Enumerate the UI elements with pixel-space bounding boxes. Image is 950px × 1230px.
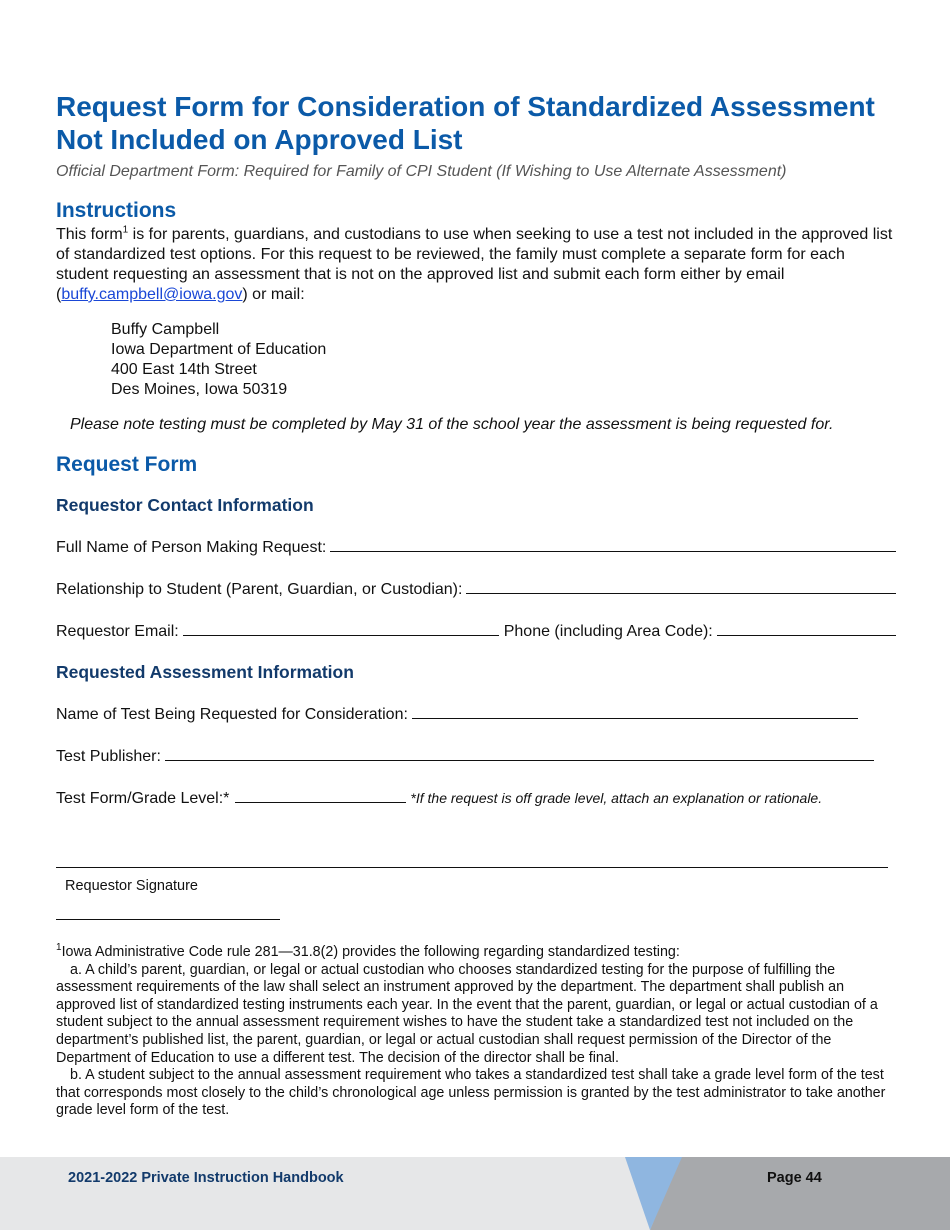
relationship-row xyxy=(56,578,896,600)
grade-level-row xyxy=(56,787,896,809)
document-body xyxy=(56,90,896,809)
publisher-label: Test Publisher: xyxy=(56,748,161,765)
address-line: Iowa Department of Education xyxy=(111,341,327,358)
test-name-row xyxy=(56,703,896,725)
footnote-mark: 1 xyxy=(56,942,62,954)
publisher-row xyxy=(56,745,896,767)
instructions-text-start: This form xyxy=(56,226,123,243)
test-name-label: Name of Test Being Requested for Consideration: xyxy=(56,706,408,723)
address-line: 400 East 14th Street xyxy=(111,361,257,378)
footnote-item-b: b. A student subject to the annual assessment requirement who takes a standardized test shall take a grade level form of the test that corresponds most closely to the child’s chronological age unless permission is granted by the test administrator to take another grade level form of the test. xyxy=(56,1067,886,1119)
footer-gray-panel xyxy=(650,1157,950,1230)
address-line: Des Moines, Iowa 50319 xyxy=(111,381,288,398)
email-label: Requestor Email: xyxy=(56,623,179,640)
phone-label: Phone (including Area Code): xyxy=(503,623,713,640)
email-phone-row xyxy=(56,620,896,642)
footer-handbook-title: 2021-2022 Private Instruction Handbook xyxy=(68,1170,344,1186)
email-field[interactable] xyxy=(183,620,499,636)
footnote xyxy=(56,944,894,1120)
signature-line[interactable] xyxy=(56,867,888,868)
test-name-field[interactable] xyxy=(412,703,858,719)
contact-info-heading: Requestor Contact Information xyxy=(56,495,314,515)
deadline-note: Please note testing must be completed by May 31 of the school year the assessment is being requested for. xyxy=(70,416,834,433)
assessment-info-heading: Requested Assessment Information xyxy=(56,662,354,682)
mailing-address xyxy=(111,320,896,400)
footer-graphic xyxy=(0,1157,950,1230)
page-number: Page 44 xyxy=(767,1170,822,1186)
page-title: Request Form for Consideration of Standardized Assessment Not Included on Approved List xyxy=(56,91,875,155)
instructions-heading: Instructions xyxy=(56,199,177,222)
relationship-field[interactable] xyxy=(466,578,896,594)
email-link[interactable]: buffy.campbell@iowa.gov xyxy=(61,286,243,303)
footnote-divider xyxy=(56,919,280,920)
instructions-text-mid: is for parents, guardians, and custodians to use when seeking to use a test not included in the approved list of standardized test options. For this request to be reviewed, the family must complete a separate form for each student requesting an assessment that is not on the approved list and submit each form either by email ( xyxy=(56,226,893,303)
phone-field[interactable] xyxy=(717,620,896,636)
full-name-label: Full Name of Person Making Request: xyxy=(56,539,327,556)
grade-level-field[interactable] xyxy=(235,787,406,803)
footnote-reference[interactable]: 1 xyxy=(122,224,129,236)
relationship-label: Relationship to Student (Parent, Guardian, or Custodian): xyxy=(56,581,463,598)
footnote-intro: Iowa Administrative Code rule 281—31.8(2) provides the following regarding standardized testing: xyxy=(61,944,680,960)
full-name-row xyxy=(56,536,896,558)
signature-label: Requestor Signature xyxy=(65,878,198,894)
grade-level-label: Test Form/Grade Level:* xyxy=(56,790,230,807)
page-footer xyxy=(0,1157,950,1230)
instructions-text-end: ) or mail: xyxy=(242,286,305,303)
page-subtitle: Official Department Form: Required for Family of CPI Student (If Wishing to Use Alternate Assessment) xyxy=(56,163,787,180)
publisher-field[interactable] xyxy=(165,745,874,761)
grade-level-note: *If the request is off grade level, attach an explanation or rationale. xyxy=(410,790,823,806)
request-form-heading: Request Form xyxy=(56,453,198,476)
full-name-field[interactable] xyxy=(330,536,896,552)
footnote-item-a: a. A child’s parent, guardian, or legal or actual custodian who chooses standardized testing for the purpose of fulfilling the assessment requirements of the law shall select an instrument approved by the department. The department shall publish an approved list of standardized testing instruments each year. In the event that the parent, guardian, or legal or actual custodian of a student subject to the annual assessment requirement wishes to have the student take a standardized test not included on the department’s published list, the parent, guardian, or legal or actual custodian shall request permission of the Director of the Department of Education to use a different test. The decision of the director shall be final. xyxy=(56,961,878,1066)
address-line: Buffy Campbell xyxy=(111,321,220,338)
instructions-paragraph xyxy=(56,225,896,305)
